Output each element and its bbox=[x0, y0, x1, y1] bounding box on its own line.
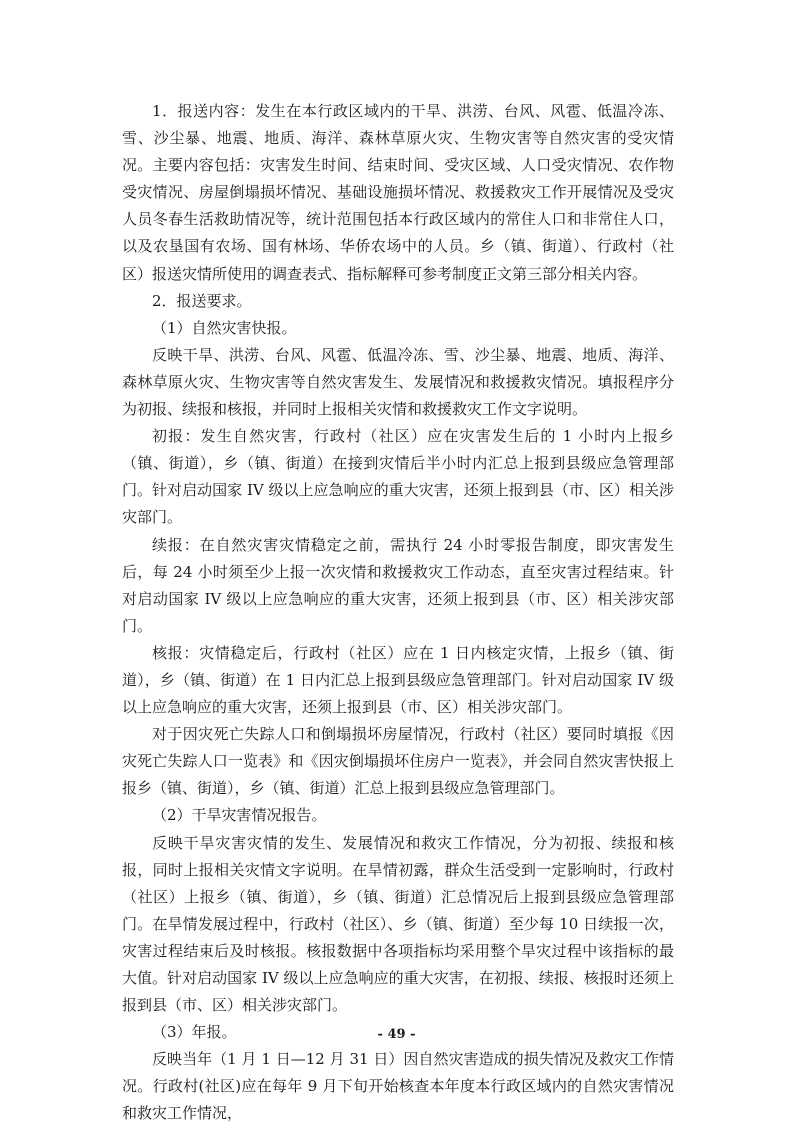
document-body bbox=[122, 98, 674, 1128]
heading-disaster-quick-report: （1）自然灾害快报。 bbox=[152, 318, 297, 337]
paragraph-report-content: 1．报送内容：发生在本行政区域内的干旱、洪涝、台风、风雹、低温冷冻、雪、沙尘暴、地震、地质、海洋、森林草原火灾、生物灾害等自然灾害的受灾情况。主要内容包括：灾害发生时间、结束时间、受灾区域、人口受灾情况、农作物受灾情况、房屋倒塌损坏情况、基础设施损坏情况、救援救灾工作开展情况及受灾人员冬春生活救助情况等，统计范围包括本行政区域内的常住人口和非常住人口，以及农垦国有农场、国有林场、华侨农场中的人员。乡（镇、街道）、行政村（社区）报送灾情所使用的调查表式、指标解释可参考制度正文第三部分相关内容。 bbox=[122, 102, 674, 283]
paragraph-quick-report-scope: 反映干旱、洪涝、台风、风雹、低温冷冻、雪、沙尘暴、地震、地质、海洋、森林草原火灾、生物灾害等自然灾害发生、发展情况和救援救灾情况。填报程序分为初报、续报和核报，并同时上报相关灾情和救援救灾工作文字说明。 bbox=[122, 345, 674, 419]
paragraph-verified-report: 核报：灾情稳定后，行政村（社区）应在 1 日内核定灾情，上报乡（镇、街道），乡（镇、街道）在 1 日内汇总上报到县级应急管理部门。针对启动国家 IV 级以上应急响应的重大灾害，还须上报到县（市、区）相关涉灾部门。 bbox=[122, 643, 674, 717]
paragraph-casualty-housing: 对于因灾死亡失踪人口和倒塌损坏房屋情况，行政村（社区）要同时填报《因灾死亡失踪人口一览表》和《因灾倒塌损坏住房户一览表》，并会同自然灾害快报上报乡（镇、街道），乡（镇、街道）汇总上报到县级应急管理部门。 bbox=[122, 725, 674, 798]
heading-drought-report: （2）干旱灾害情况报告。 bbox=[152, 806, 327, 825]
page-number: - 49 - bbox=[377, 1027, 416, 1042]
paragraph-initial-report: 初报：发生自然灾害，行政村（社区）应在灾害发生后的 1 小时内上报乡（镇、街道），乡（镇、街道）在接到灾情后半小时内汇总上报到县级应急管理部门。针对启动国家 IV 级以上应急响应的重大灾害，还须上报到县（市、区）相关涉灾部门。 bbox=[122, 427, 674, 527]
heading-annual-report: （3）年报。 bbox=[152, 1023, 237, 1042]
paragraph-follow-up-report: 续报：在自然灾害灾情稳定之前，需执行 24 小时零报告制度，即灾害发生后，每 24 小时须至少上报一次灾情和救援救灾工作动态，直至灾害过程结束。针对启动国家 IV 级以上应急响应的重大灾害，还须上报到县（市、区）相关涉灾部门。 bbox=[122, 535, 674, 635]
paragraph-annual-report: 反映当年（1 月 1 日—12 月 31 日）因自然灾害造成的损失情况及救灾工作情况。行政村(社区)应在每年 9 月下旬开始核查本年度本行政区域内的自然灾害情况和救灾工作情况， bbox=[122, 1050, 674, 1123]
paragraph-drought-report: 反映干旱灾害灾情的发生、发展情况和救灾工作情况，分为初报、续报和核报，同时上报相关灾情文字说明。在旱情初露，群众生活受到一定影响时，行政村（社区）上报乡（镇、街道），乡（镇、街道）汇总情况后上报到县级应急管理部门。在旱情发展过程中，行政村（社区）、乡（镇、街道）至少每 10 日续报一次，灾害过程结束后及时核报。核报数据中各项指标均采用整个旱灾过程中该指标的最大值。针对启动国家 IV 级以上应急响应的重大灾害，在初报、续报、核报时还须上报到县（市、区）相关涉灾部门。 bbox=[122, 833, 674, 1015]
paragraph-report-requirements: 2．报送要求。 bbox=[152, 291, 252, 310]
